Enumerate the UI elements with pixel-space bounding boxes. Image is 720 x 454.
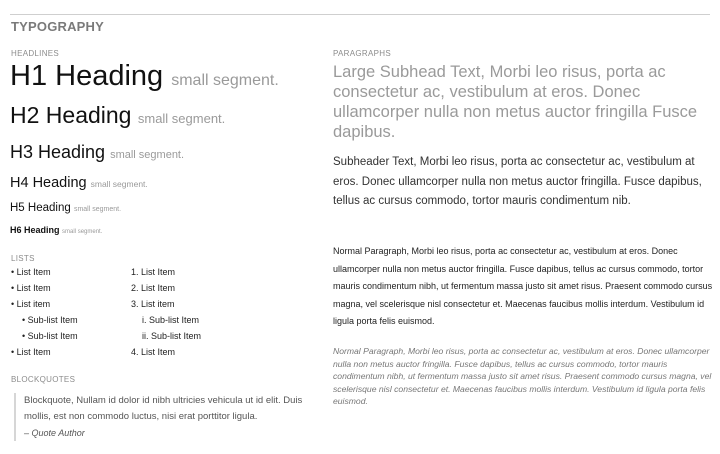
h4-heading bbox=[10, 176, 148, 191]
h6-heading bbox=[10, 226, 102, 235]
list-item: • List Item bbox=[11, 267, 51, 277]
unordered-list bbox=[11, 264, 78, 360]
h4-small-segment: small segment. bbox=[90, 179, 148, 189]
list-item: • List Item bbox=[11, 283, 51, 293]
quote-author: – Quote Author bbox=[24, 428, 85, 438]
blockquote bbox=[14, 393, 320, 441]
h1-heading bbox=[10, 62, 279, 91]
headlines-label: HEADLINES bbox=[11, 49, 60, 58]
lists-label: LISTS bbox=[11, 254, 35, 263]
h5-small-segment: small segment. bbox=[73, 206, 122, 213]
h1-text: H1 Heading bbox=[10, 60, 164, 92]
h3-text: H3 Heading bbox=[10, 142, 106, 162]
list-item: • List item bbox=[11, 299, 51, 309]
h3-small-segment: small segment. bbox=[110, 149, 185, 161]
h5-heading bbox=[10, 203, 121, 215]
subheader-paragraph: Subheader Text, Morbi leo risus, porta ac consectetur ac, vestibulum at eros. Donec ullamcorper nulla non metus auctor fringilla. Fusce dapibus, tellus ac cursus commodo, tortor mauris condimentum nib. bbox=[333, 156, 702, 207]
list-item: 4. List Item bbox=[131, 347, 176, 357]
ordered-list bbox=[131, 264, 201, 360]
top-divider bbox=[10, 14, 710, 15]
list-item: 1. List Item bbox=[131, 267, 176, 277]
h2-text: H2 Heading bbox=[10, 102, 132, 128]
h5-text: H5 Heading bbox=[10, 202, 71, 214]
list-item: • List Item bbox=[11, 347, 51, 357]
sub-list-item: • Sub-list Item bbox=[22, 331, 78, 341]
large-subhead-paragraph: Large Subhead Text, Morbi leo risus, porta ac consectetur ac, vestibulum at eros. Donec ullamcorper nulla non metus auctor fringilla Fusce dapibus. bbox=[333, 63, 698, 141]
blockquotes-label: BLOCKQUOTES bbox=[11, 375, 76, 384]
list-item: 2. List Item bbox=[131, 283, 176, 293]
h2-heading bbox=[10, 104, 225, 127]
sub-list-item: i. Sub-list Item bbox=[142, 315, 200, 325]
sub-list-item: • Sub-list Item bbox=[22, 315, 78, 325]
list-item: 3. List item bbox=[131, 299, 175, 309]
normal-paragraph: Normal Paragraph, Morbi leo risus, porta ac consectetur ac, vestibulum at eros. Donec ullamcorper nulla non metus auctor fringilla. Fusce dapibus, tellus ac cursus commodo, tortor mauris condimentum nibh, ut fermentum massa justo sit amet risus. Praesent commodo cursus magna, vel scelerisque nisl consectetur et. Maecenas faucibus mollis interdum. Vestibulum id ligula porta felis euismod. bbox=[333, 246, 713, 326]
paragraphs-label: PARAGRAPHS bbox=[333, 49, 391, 58]
italic-paragraph: Normal Paragraph, Morbi leo risus, porta ac consectetur ac, vestibulum at eros. Donec ullamcorper nulla non metus auctor fringilla. Fusce dapibus, tellus ac cursus commodo, tortor mauris condimentum nibh, ut fermentum massa justo sit amet risus. Praesent commodo cursus magna, vel scelerisque nisl consectetur et. Maecenas faucibus mollis interdum. Vestibulum id ligula porta felis euismod. bbox=[333, 346, 712, 407]
h6-text: H6 Heading bbox=[10, 225, 60, 235]
h2-small-segment: small segment. bbox=[137, 111, 226, 126]
sub-list-item: ii. Sub-list Item bbox=[142, 331, 202, 341]
h3-heading bbox=[10, 143, 184, 161]
section-title: TYPOGRAPHY bbox=[11, 19, 105, 34]
h6-small-segment: small segment. bbox=[62, 229, 103, 235]
blockquote-text: Blockquote, Nullam id dolor id nibh ultricies vehicula ut id elit. Duis mollis, est non commodo luctus, nisi erat porttitor ligula. bbox=[24, 395, 303, 422]
h4-text: H4 Heading bbox=[10, 175, 87, 191]
h1-small-segment: small segment. bbox=[171, 72, 279, 89]
